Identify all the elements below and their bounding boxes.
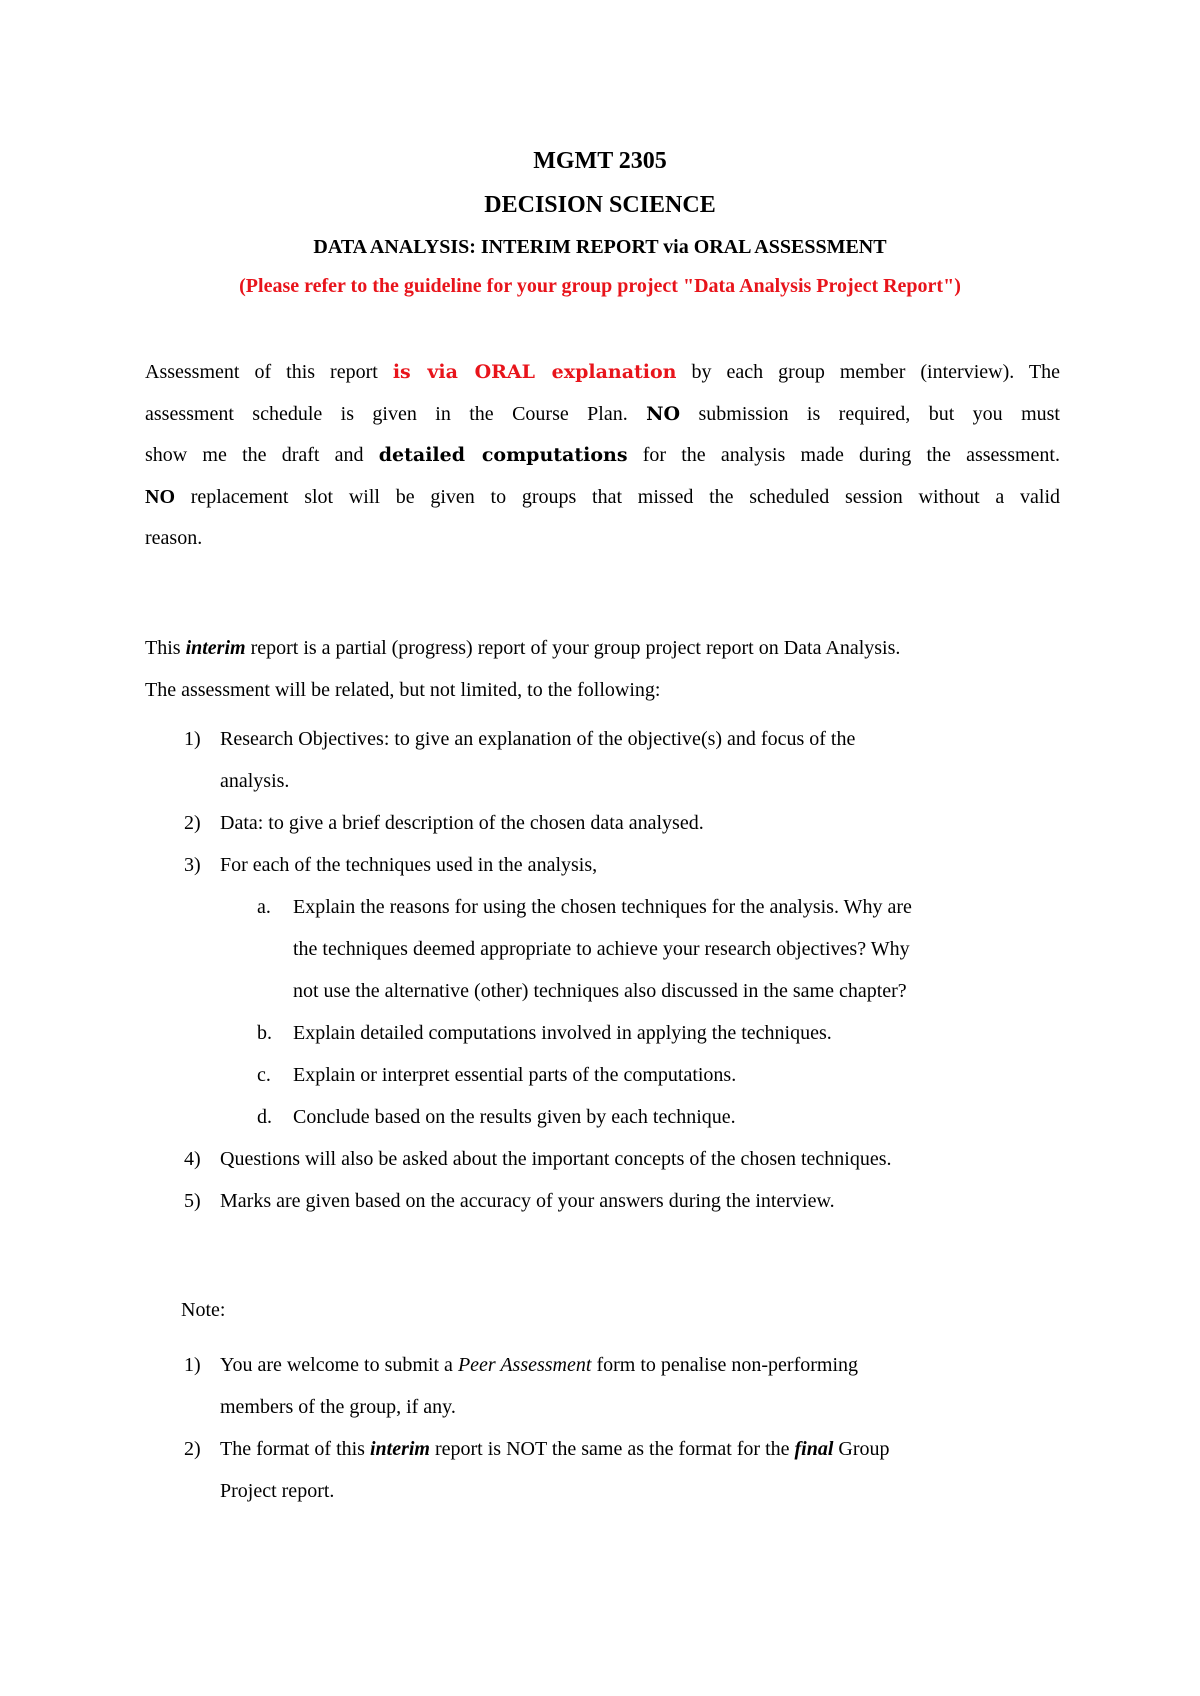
- sublist-letter: a.: [257, 896, 271, 918]
- note-label: Note:: [181, 1299, 226, 1321]
- note-item-continuation: members of the group, if any.: [220, 1396, 456, 1418]
- text-run: for the analysis made during the assessment.: [627, 444, 1060, 466]
- sublist-item-continuation: the techniques deemed appropriate to achieve your research objectives? Why: [293, 938, 910, 960]
- emphasis-computations: detailed computations: [378, 444, 628, 466]
- list-item-questions: Questions will also be asked about the important concepts of the chosen techniques.: [220, 1148, 892, 1170]
- text-run: report is NOT the same as the format for the: [429, 1438, 795, 1460]
- sublist-letter: d.: [257, 1106, 272, 1128]
- para1-line5: reason.: [145, 527, 203, 549]
- interim-paragraph: [145, 628, 1060, 711]
- list-item-data: Data: to give a brief description of the chosen data analysed.: [220, 812, 704, 834]
- course-title: DECISION SCIENCE: [484, 192, 716, 218]
- emphasis-no: NO: [646, 402, 681, 425]
- list-number: 3): [184, 854, 201, 876]
- course-code: MGMT 2305: [533, 148, 667, 174]
- emphasis-peer-assessment: Peer Assessment: [457, 1354, 592, 1376]
- text-run: report is a partial (progress) report of your group project report on Data Analysis.: [245, 637, 901, 659]
- text-run: by each group member (interview). The: [676, 361, 1060, 383]
- text-run: submission is required, but you must: [680, 402, 1060, 425]
- sublist-item-computations: Explain detailed computations involved in applying the techniques.: [293, 1022, 832, 1044]
- emphasis-interim: interim: [185, 637, 246, 659]
- list-number: 5): [184, 1190, 201, 1212]
- text-run: This: [145, 637, 186, 659]
- text-run: show me the draft and: [145, 444, 379, 466]
- emphasis-oral: is via ORAL explanation: [392, 361, 677, 383]
- para2-line2: The assessment will be related, but not limited, to the following:: [145, 678, 661, 701]
- list-number: 2): [184, 812, 201, 834]
- guideline-note: (Please refer to the guideline for your group project "Data Analysis Project Report"): [239, 275, 961, 297]
- para1-line4: [145, 477, 1060, 519]
- sublist-letter: b.: [257, 1022, 272, 1044]
- document-title: DATA ANALYSIS: INTERIM REPORT via ORAL ASSESSMENT: [313, 236, 887, 258]
- text-run: The format of this: [220, 1438, 370, 1460]
- sublist-item-interpret: Explain or interpret essential parts of the computations.: [293, 1064, 737, 1086]
- list-item-research-objectives: Research Objectives: to give an explanation of the objective(s) and focus of the: [220, 728, 856, 750]
- list-number: 4): [184, 1148, 201, 1170]
- para1-line3: [145, 435, 1060, 477]
- para1-line1: [145, 352, 1060, 394]
- para2-line1: [145, 628, 1060, 670]
- sublist-item-reasons: Explain the reasons for using the chosen techniques for the analysis. Why are: [293, 896, 912, 918]
- emphasis-final: final: [794, 1438, 834, 1460]
- sublist-item-conclude: Conclude based on the results given by each technique.: [293, 1106, 736, 1128]
- text-run: assessment schedule is given in the Course Plan.: [145, 402, 647, 425]
- sublist-item-continuation: not use the alternative (other) techniques also discussed in the same chapter?: [293, 980, 907, 1002]
- list-item-techniques: For each of the techniques used in the analysis,: [220, 854, 598, 876]
- sublist-letter: c.: [257, 1064, 271, 1086]
- text-run: replacement slot will be given to groups that missed the scheduled session without a valid: [175, 485, 1060, 508]
- list-item-marks: Marks are given based on the accuracy of your answers during the interview.: [220, 1190, 835, 1212]
- emphasis-no: NO: [145, 485, 175, 508]
- list-number: 1): [184, 728, 201, 750]
- text-run: Assessment of this report: [145, 361, 393, 383]
- note-item-format: [220, 1429, 890, 1471]
- emphasis-interim: interim: [369, 1438, 430, 1460]
- list-item-continuation: analysis.: [220, 770, 290, 792]
- text-run: Group: [833, 1438, 890, 1460]
- note-item-peer-assessment: [220, 1345, 858, 1387]
- assessment-paragraph: [145, 352, 1060, 560]
- text-run: You are welcome to submit a: [220, 1354, 458, 1376]
- para1-line2: [145, 394, 1060, 436]
- note-item-continuation: Project report.: [220, 1480, 335, 1502]
- note-number: 1): [184, 1354, 201, 1376]
- note-number: 2): [184, 1438, 201, 1460]
- text-run: form to penalise non-performing: [591, 1354, 859, 1376]
